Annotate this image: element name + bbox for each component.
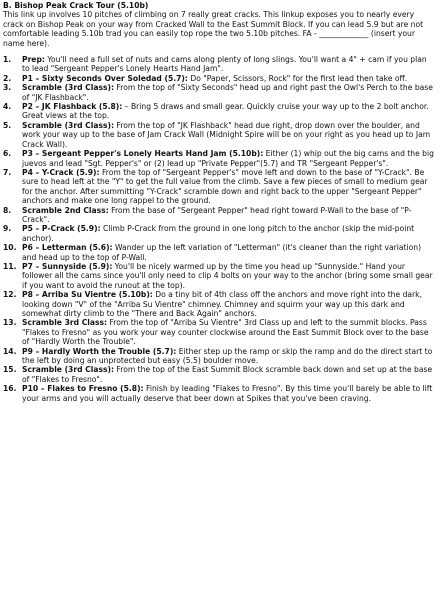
step-body [22, 74, 435, 83]
step-number: 8. [3, 205, 12, 215]
step-text: From the top of "Sergeant Pepper's" move left and down to the base of "Y-Crack". Be sure to head left at the "Y" to get the full value from the climb. Save a few pieces of small to medium gear for the anchor. After summitting "Y-Crack" scramble down and right back to the upper "Sergeant Pepper" anchors and make one long rappel to the ground. [22, 167, 428, 206]
step-item [3, 149, 435, 168]
step-body [22, 168, 435, 206]
step-label: P3 – Sergeant Pepper's Lonely Hearts Hand Jam (5.10b): [22, 149, 264, 159]
step-number: 14. [3, 346, 17, 356]
step-text: From the top of "Arriba Su Vientre" 3rd Class up and left to the summit blocks. Pass "Flakes to Fresno" as you work your way counter clockwise around the East Summit Block over to the base of "Hardly Worth the Trouble". [22, 318, 429, 347]
step-body [22, 365, 435, 384]
step-text: You'll need a full set of nuts and cams along plenty of long slings. You'll want a 4" + cam if you plan to lead "Sergeant Pepper's Lonely Hearts Hand Jam". [22, 55, 427, 74]
step-label: P7 – Sunnyside (5.9): [22, 261, 113, 271]
step-body [22, 318, 435, 346]
step-label: P9 – Hardly Worth the Trouble (5.7): [22, 346, 177, 356]
step-body [22, 149, 435, 168]
step-text: Do "Paper, Scissors, Rock" for the first lead then take off. [187, 73, 408, 83]
step-item [3, 102, 435, 121]
step-body [22, 55, 435, 74]
step-body [22, 83, 435, 102]
step-body [22, 262, 435, 290]
step-number: 5. [3, 120, 12, 130]
step-item [3, 290, 435, 318]
step-label: Scramble (3rd Class): [22, 365, 115, 375]
step-number: 10. [3, 243, 17, 253]
step-text: From the top of the East Summit Block scramble back down and set up at the base of "Flakes to Fresno". [22, 365, 433, 384]
step-text: Finish by leading "Flakes to Fresno". By this time you'll barely be able to lift your arms and you will actually deserve that beer down at Spikes that you've been craving. [22, 384, 433, 403]
step-label: P8 – Arriba Su Vientre (5.10b): [22, 290, 153, 300]
step-label: Scramble 3rd Class: [22, 318, 108, 328]
step-item [3, 347, 435, 366]
step-number: 3. [3, 83, 12, 93]
step-number: 9. [3, 224, 12, 234]
step-number: 1. [3, 55, 12, 65]
step-text: You'll be nicely warmed up by the time you head up "Sunnyside." Hand your follower all the cams since you'll only need to clip 4 bolts on your way to the anchor (bring some small gear if you want to avoid the runout at the top). [22, 261, 433, 290]
step-body [22, 347, 435, 366]
step-item [3, 206, 435, 225]
step-number: 4. [3, 102, 12, 112]
step-label: Scramble (3rd Class): [22, 120, 115, 130]
step-label: Scramble (3rd Class): [22, 83, 115, 93]
step-body [22, 290, 435, 318]
step-item [3, 121, 435, 149]
step-text: – Bring 5 draws and small gear. Quickly cruise your way up to the 2 bolt anchor. Great views at the top. [22, 102, 429, 121]
step-number: 16. [3, 384, 17, 394]
step-label: P1 – Sixty Seconds Over Soledad (5.7): [22, 73, 188, 83]
step-item [3, 318, 435, 346]
step-body [22, 102, 435, 121]
step-item [3, 83, 435, 102]
step-item [3, 384, 435, 403]
step-label: Scramble 2nd Class: [22, 205, 109, 215]
step-item [3, 224, 435, 243]
step-number: 13. [3, 318, 17, 328]
step-item [3, 168, 435, 206]
step-item [3, 243, 435, 262]
step-label: P2 – JK Flashback (5.8): [22, 102, 123, 112]
step-text: From the base of "Sergeant Pepper" head right toward P-Wall to the base of "P-Crack". [22, 205, 412, 224]
step-text: From the top of "JK Flashback" head due right, drop down over the boulder, and work your way up to the base of Jam Crack Wall (Midnight Spire will be on your right as you head up to Jam Crack Wall). [22, 120, 431, 149]
step-text: Do a tiny bit of 4th class off the anchors and move right into the dark, looking down "V" of the "Arriba Su Vientre" chimney. Chimney and squirm your way up this dark and somewhat dirty climb to the "There and Back Again" anchors. [22, 290, 422, 318]
step-label: P10 – Flakes to Fresno (5.8): [22, 384, 144, 394]
step-number: 11. [3, 261, 17, 271]
document-title: B. Bishop Peak Crack Tour (5.10b) [3, 1, 149, 10]
step-number: 2. [3, 73, 12, 83]
step-text: Either step up the ramp or skip the ramp and do the direct start to the left by doing an unprotected but easy (5.5) boulder move. [22, 346, 433, 366]
step-text: Either (1) whip out the big cams and the big juevos and lead "Sgt. Pepper's" or (2) lead up "Private Pepper"(5.7) and TR "Sergeant Pepper's". [22, 149, 434, 168]
step-list [3, 55, 435, 403]
step-label: P4 – Y-Crack (5.9): [22, 167, 100, 177]
step-text: From the top of "Sixty Seconds" head up and right past the Owl's Perch to the base of "JK Flashback". [22, 83, 433, 102]
step-label: P6 – Letterman (5.6): [22, 243, 113, 253]
step-body [22, 384, 435, 403]
step-number: 6. [3, 149, 12, 159]
step-number: 12. [3, 290, 17, 300]
step-item [3, 74, 435, 83]
step-item [3, 365, 435, 384]
step-body [22, 224, 435, 243]
step-number: 7. [3, 167, 12, 177]
step-text: Climb P-Crack from the ground in one long pitch to the anchor (skip the mid-point anchor). [22, 224, 415, 243]
step-item [3, 262, 435, 290]
step-number: 15. [3, 365, 17, 375]
step-label: P5 – P-Crack (5.9): [22, 224, 101, 234]
step-label: Prep: [22, 55, 45, 65]
document-intro: This link up involves 10 pitches of climbing on 7 really great cracks. This linkup exposes you to nearly every crack on Bishop Peak on your way from Cracked Wall to the East Summit Block. If you can lead 5.9 but are not comfortable leading 5.10b trad you can easily top rope the two 5.10b pitches. FA - _____________ (insert your name here). [3, 10, 424, 48]
step-text: Wander up the left variation of "Letterman" (it's cleaner than the right variation) and head up to the top of P-Wall. [22, 243, 422, 262]
step-body [22, 206, 435, 225]
step-body [22, 243, 435, 262]
step-body [22, 121, 435, 149]
step-item [3, 55, 435, 74]
